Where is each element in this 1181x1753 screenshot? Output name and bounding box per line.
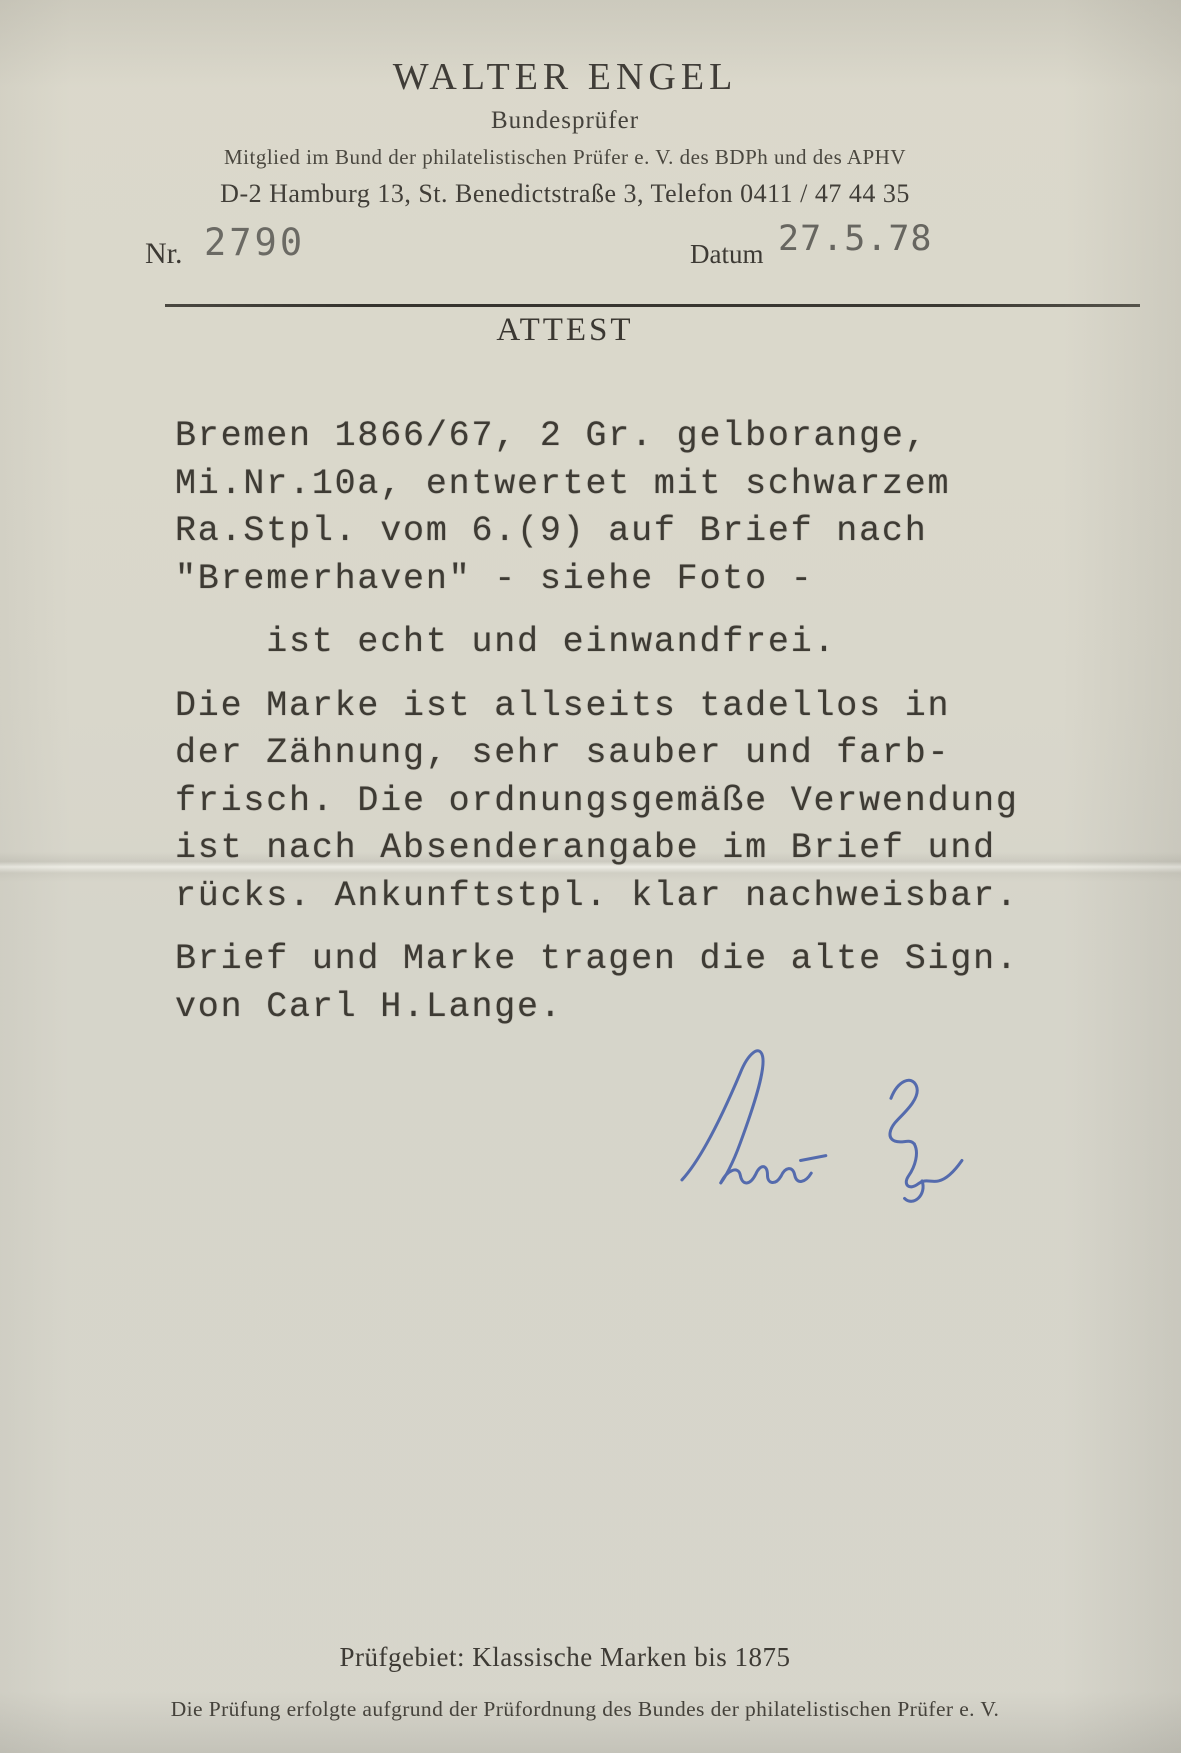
examination-rules-note: Die Prüfung erfolgte aufgrund der Prüfordnung des Bundes der philatelistischen Prüfer e. V. xyxy=(170,1697,1000,1721)
body-line: von Carl H.Lange. xyxy=(175,986,563,1027)
signature-walter-engel xyxy=(662,1038,977,1213)
address-line: D-2 Hamburg 13, St. Benedictstraße 3, Telefon 0411 / 47 44 35 xyxy=(220,179,910,208)
certificate-number-label: Nr. xyxy=(145,237,183,270)
reference-row xyxy=(0,215,1181,285)
body-line: rücks. Ankunftstpl. klar nachweisbar. xyxy=(175,875,1019,916)
certificate-body xyxy=(175,413,1035,1031)
examiner-title: Bundesprüfer xyxy=(490,107,640,134)
examination-area-line: Prüfgebiet: Klassische Marken bis 1875 xyxy=(339,1642,791,1672)
date-label: Datum xyxy=(690,239,764,269)
body-line: ist nach Absenderangabe im Brief und xyxy=(175,828,996,868)
body-line: Brief und Marke tragen die alte Sign. xyxy=(175,939,1019,979)
paragraph-verdict xyxy=(175,619,1035,667)
header-divider-rule xyxy=(165,304,1140,307)
body-line: der Zähnung, sehr sauber und farb- xyxy=(175,733,951,773)
body-line: Mi.Nr.10a, entwertet mit schwarzem xyxy=(175,463,951,504)
membership-line: Mitglied im Bund der philatelistischen Prüfer e. V. des BDPh und des APHV xyxy=(223,145,907,169)
date-value: 27.5.78 xyxy=(778,219,933,259)
paragraph-description xyxy=(175,413,1035,603)
examiner-name: WALTER ENGEL xyxy=(392,56,738,98)
body-line: "Bremerhaven" - siehe Foto - xyxy=(175,558,814,599)
body-line: ist echt und einwandfrei. xyxy=(175,622,837,662)
paragraph-provenance xyxy=(175,936,1035,1031)
body-line: Die Marke ist allseits tadellos in xyxy=(175,685,951,726)
body-line: Ra.Stpl. vom 6.(9) auf Brief nach xyxy=(175,511,928,551)
letterhead xyxy=(35,0,1095,209)
paragraph-condition xyxy=(175,683,1035,921)
certificate-number-value: 2790 xyxy=(204,221,306,264)
document-title: ATTEST xyxy=(496,312,634,348)
body-line: frisch. Die ordnungsgemäße Verwendung xyxy=(175,780,1019,821)
body-line: Bremen 1866/67, 2 Gr. gelborange, xyxy=(175,416,928,456)
